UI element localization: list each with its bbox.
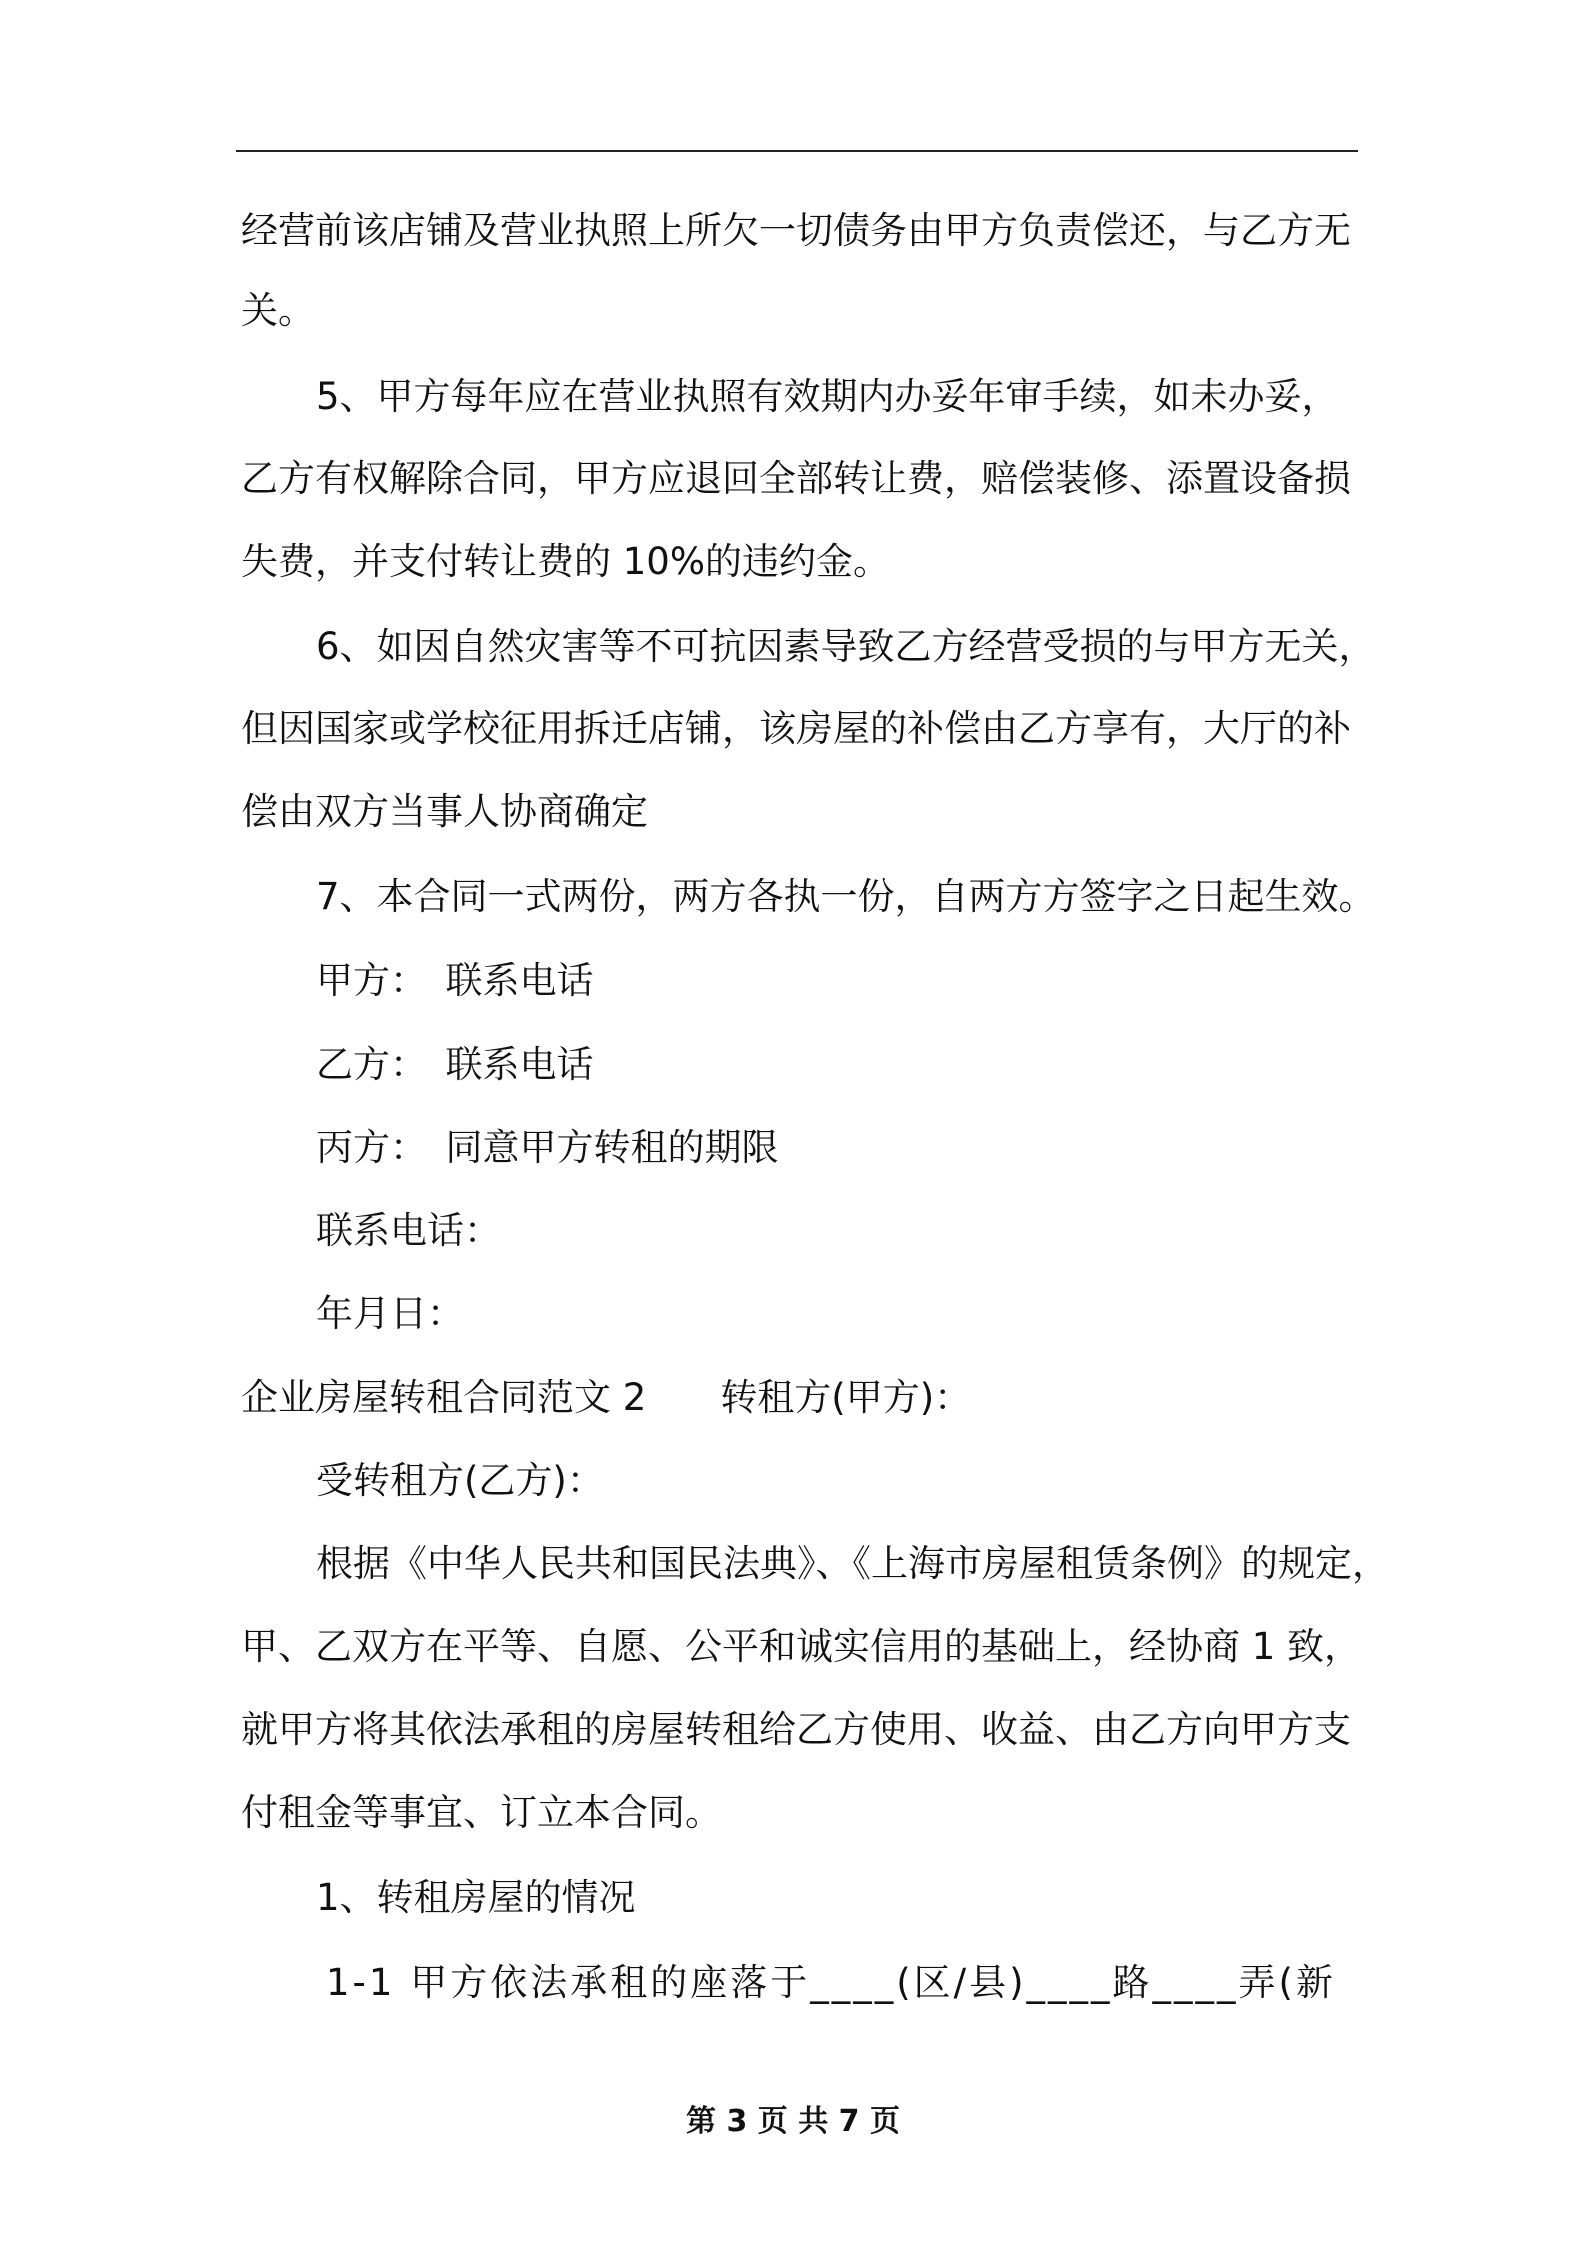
paragraph-line: 关。 xyxy=(241,289,315,332)
paragraph-line: 但因国家或学校征用拆迁店铺，该房屋的补偿由乙方享有，大厅的补 xyxy=(241,707,1351,750)
sublessee-label: 受转租方(乙方)： xyxy=(316,1459,604,1502)
paragraph-line: 偿由双方当事人协商确定 xyxy=(241,790,648,833)
paragraph-line: 根据《中华人民共和国民法典》、《上海市房屋租赁条例》的规定， xyxy=(316,1542,1389,1585)
sublessor-label: 转租方(甲方)： xyxy=(720,1376,972,1419)
contact-phone-line: 联系电话： xyxy=(316,1209,501,1252)
clause-6-line: 6、如因自然灾害等不可抗因素导致乙方经营受损的与甲方无关， xyxy=(316,625,1376,668)
clause-5-line: 5、甲方每年应在营业执照有效期内办妥年审手续，如未办妥， xyxy=(316,375,1339,418)
party-c-line: 丙方： 同意甲方转租的期限 xyxy=(316,1126,779,1169)
clause-1-1-line: 1-1 甲方依法承租的座落于____(区/县)____路____弄(新 xyxy=(326,1961,1336,2004)
header-rule xyxy=(236,150,1358,152)
paragraph-line: 就甲方将其依法承租的房屋转租给乙方使用、收益、由乙方向甲方支 xyxy=(241,1708,1351,1751)
clause-7-line: 7、本合同一式两份，两方各执一份，自两方方签字之日起生效。 xyxy=(316,875,1376,918)
paragraph-line: 付租金等事宜、订立本合同。 xyxy=(241,1791,722,1834)
party-b-line: 乙方： 联系电话 xyxy=(316,1043,594,1086)
page-number-footer: 第 3 页 共 7 页 xyxy=(686,2104,900,2139)
section-2-heading xyxy=(241,1373,971,1423)
date-line: 年月日： xyxy=(316,1292,464,1335)
paragraph-line: 乙方有权解除合同，甲方应退回全部转让费，赔偿装修、添置设备损 xyxy=(241,457,1351,500)
paragraph-line: 经营前该店铺及营业执照上所欠一切债务由甲方负责偿还，与乙方无 xyxy=(241,209,1351,252)
subheading-property-info: 1、转租房屋的情况 xyxy=(316,1876,636,1919)
paragraph-line: 失费，并支付转让费的 10%的违约金。 xyxy=(241,540,890,583)
section-2-title: 企业房屋转租合同范文 2 xyxy=(241,1376,647,1419)
party-a-line: 甲方： 联系电话 xyxy=(316,959,594,1002)
paragraph-line: 甲、乙双方在平等、自愿、公平和诚实信用的基础上，经协商 1 致， xyxy=(241,1625,1362,1668)
